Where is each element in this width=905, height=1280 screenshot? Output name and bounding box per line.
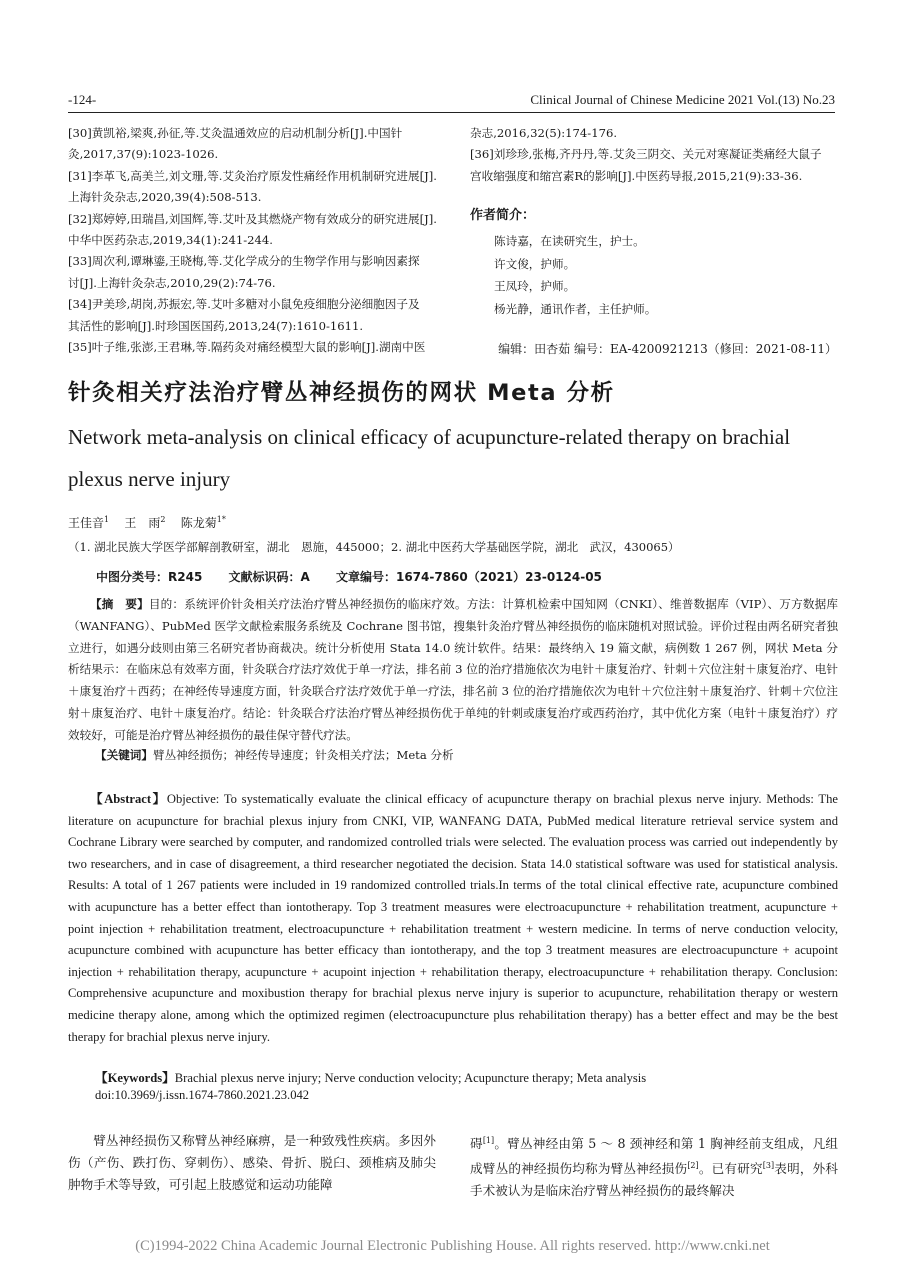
- reference-line: 宫收缩强度和缩宫素R的影响[J].中医药导报,2015,21(9):33-36.: [470, 168, 803, 183]
- reference-line: [33]周次利,谭琳鎏,王晓梅,等.艾化学成分的生物学作用与影响因素探: [68, 254, 420, 269]
- abstract-english-text: Objective: To systematically evaluate the clinical efficacy of acupuncture therapy on brachial plexus nerve injury. Methods: The literature on acupuncture for brachial plexus injury from CNKI, VIP, WANFANG DATA, PubMed medical literature retrieval service system and Cochrane Library were searched by computer, and randomized controlled trials were selected. The evaluation process was carried out independently by two researchers, and in case of disagreement, a third researcher negotiated the decision. Stata 14.0 statistical software was used for statistical analysis. Results: A total of 1 267 patients were included in 19 randomized controlled trials.In terms of the total clinical effective rate, acupuncture combined with acupuncture has a better effect than iontotherapy. Top 3 treatment measures were electroacupuncture + rehabilitation treatment, acupuncture + point injection + rehabilitation treatment, electroacupuncture + rehabilitation treatment + western medicine. In terms of nerve conduction velocity, acupuncture combined with acupuncture has better efficacy than iontotherapy, and the top 3 treatment measures are electroacupuncture + acupoint injection + rehabilitation therapy, acupuncture + acupoint injection + rehabilitation therapy, electroacupuncture + rehabilitation therapy. Conclusion: Comprehensive acupuncture and moxibustion therapy for brachial plexus nerve injury is superior to acupuncture, rehabilitation therapy or western medicine therapy alone, among which the optimized regimen (electroacupuncture plus rehabilitation therapy) has a better effect and may be the best therapy for brachial plexus nerve injury.: [68, 792, 838, 1044]
- reference-line: [31]李革飞,高美兰,刘文珊,等.艾灸治疗原发性痛经作用机制研究进展[J].: [68, 168, 437, 183]
- reference-line: 杂志,2016,32(5):174-176.: [470, 126, 618, 140]
- body-text-segment: 碍: [470, 1136, 483, 1152]
- keywords-english-text: Brachial plexus nerve injury; Nerve conduction velocity; Acupuncture therapy; Meta analysis: [174, 1071, 647, 1085]
- reference-line: [36]刘珍珍,张梅,齐丹丹,等.艾灸三阴交、关元对寒凝证类痛经大鼠子: [470, 147, 822, 162]
- abstract-chinese: [68, 594, 838, 747]
- abstract-chinese-text: 目的：系统评价针灸相关疗法治疗臂丛神经损伤的临床疗效。方法：计算机检索中国知网（CNKI）、维普数据库（VIP）、万方数据库（WANFANG）、PubMed 医学文献检索服务系统及 Cochrane 图书馆，搜集针灸治疗臂丛神经损伤的临床随机对照试验。评价过程由两名研究者独立进行，如遇分歧则由第三名研究者协商裁决。统计分析使用 Stata 14.0 统计软件。结果：最终纳入 19 篇文献，病例数 1 267 例，网状 Meta 分析结果示：在临床总有效率方面，针灸联合疗法疗效优于单一疗法，排名前 3 位的治疗措施依次为电针＋康复治疗、针刺＋穴位注射＋康复治疗、电针＋康复治疗＋西药；在神经传导速度方面，针灸联合疗法疗效优于单一疗法，排名前 3 位的治疗措施依次为电针＋穴位注射＋康复治疗、针刺＋穴位注射＋康复治疗、电针＋康复治疗。结论：针灸联合疗法治疗臂丛神经损伤优于单纯的针刺或康复治疗或西药治疗，其中优化方案（电针＋康复治疗）疗效较好，可能是治疗臂丛神经损伤的最佳保守替代疗法。: [68, 597, 838, 742]
- body-text-right-column: [470, 1130, 838, 1202]
- citation-marker: [2]: [687, 1161, 699, 1171]
- author-intro-entry: 陈诗嘉，在读研究生，护士。: [494, 234, 645, 248]
- page-number: -124-: [68, 92, 97, 107]
- affiliations: （1. 湖北民族大学医学部解剖教研室，湖北 恩施，445000；2. 湖北中医药大学基础医学院，湖北 武汉，430065）: [68, 540, 680, 554]
- abstract-english-label: 【Abstract】: [90, 792, 167, 806]
- author-intro-heading: 作者简介：: [470, 208, 536, 223]
- citation-marker: [1]: [482, 1136, 495, 1145]
- editor-line: 编辑：田杏茹 编号：EA-4200921213（修回：2021-08-11）: [498, 342, 837, 356]
- body-text-segment: 表明，外科手术被认为是临床治疗臂丛神经损伤的最终解决: [470, 1161, 839, 1199]
- author-intro-entry: 杨光静，通讯作者，主任护师。: [494, 301, 657, 316]
- keywords-english-label: 【Keywords】: [95, 1071, 175, 1085]
- body-text-left-column: 臂丛神经损伤又称臂丛神经麻痹，是一种致残性疾病。多因外伤（产伤、跌打伤、穿刺伤）、感染、骨折、脱臼、颈椎病及肺尖肿物手术等导致，可引起上肢感觉和运动功能障: [68, 1133, 436, 1192]
- reference-line: 上海针灸杂志,2020,39(4):508-513.: [68, 190, 262, 205]
- author-intro-list: [494, 230, 656, 320]
- abstract-english: [68, 789, 838, 1048]
- author-affil-marker: 1: [104, 515, 110, 524]
- author-line: [68, 514, 226, 531]
- body-text-segment: 。臂丛神经由第 5 ～ 8 颈神经和第 1 胸神经前支组成，凡组成臂丛的神经损伤均称为臂丛神经损伤: [470, 1136, 839, 1177]
- article-title-english: Network meta-analysis on clinical efficacy of acupuncture-related therapy on brachial plexus nerve injury: [68, 425, 791, 491]
- keywords-chinese-text: 臂丛神经损伤；神经传导速度；针灸相关疗法；Meta 分析: [152, 748, 454, 762]
- reference-line: 讨[J].上海针灸杂志,2010,29(2):74-76.: [68, 275, 276, 290]
- reference-line: [32]郑婷婷,田瑞昌,刘国辉,等.艾叶及其燃烧产物有效成分的研究进展[J].: [68, 211, 437, 226]
- author-affil-marker: 1*: [216, 515, 226, 524]
- reference-line: 中华中医药杂志,2019,34(1):241-244.: [68, 233, 273, 248]
- author-name: 陈龙菊: [180, 516, 217, 530]
- reference-line: [34]尹美珍,胡岗,苏振宏,等.艾叶多糖对小鼠免疫细胞分泌细胞因子及: [68, 297, 420, 312]
- abstract-chinese-label: 【摘 要】: [90, 597, 149, 611]
- author-name: 王 雨: [124, 516, 161, 530]
- reference-line: 其活性的影响[J].时珍国医国药,2013,24(7):1610-1611.: [68, 318, 364, 333]
- clc-number: 中图分类号：R245: [96, 570, 203, 584]
- reference-line: 灸,2017,37(9):1023-1026.: [68, 147, 219, 162]
- author-affil-marker: 2: [160, 515, 166, 524]
- document-code: 文献标识码：A: [228, 570, 310, 584]
- author-intro-entry: 许文俊，护师。: [494, 256, 576, 271]
- header-rule: [68, 112, 835, 113]
- body-text-segment: 。已有研究: [698, 1161, 763, 1177]
- keywords-chinese-label: 【关键词】: [95, 748, 153, 762]
- classification-line: [96, 568, 624, 585]
- keywords-chinese: [95, 747, 454, 763]
- keywords-english: [95, 1067, 646, 1086]
- author-name: 王佳音: [68, 516, 105, 530]
- journal-header: Clinical Journal of Chinese Medicine 2021 Vol.(13) No.23: [530, 92, 835, 107]
- copyright-watermark: (C)1994-2022 China Academic Journal Electronic Publishing House. All rights reserved. http://www.cnki.net: [135, 1238, 770, 1254]
- author-intro-entry: 王凤玲，护师。: [494, 279, 576, 293]
- references-left-column: [68, 123, 440, 358]
- reference-line: [35]叶子维,张澎,王君琳,等.隔药灸对痛经模型大鼠的影响[J].湖南中医: [68, 340, 426, 355]
- citation-marker: [3]: [762, 1161, 775, 1171]
- references-right-column: [470, 123, 838, 187]
- doi: doi:10.3969/j.issn.1674-7860.2021.23.042: [95, 1088, 310, 1102]
- article-title-chinese: 针灸相关疗法治疗臂丛神经损伤的网状 Meta 分析: [68, 380, 615, 406]
- article-number: 文章编号：1674-7860（2021）23-0124-05: [335, 570, 602, 584]
- reference-line: [30]黄凯裕,梁爽,孙征,等.艾灸温通效应的启动机制分析[J].中国针: [68, 126, 403, 140]
